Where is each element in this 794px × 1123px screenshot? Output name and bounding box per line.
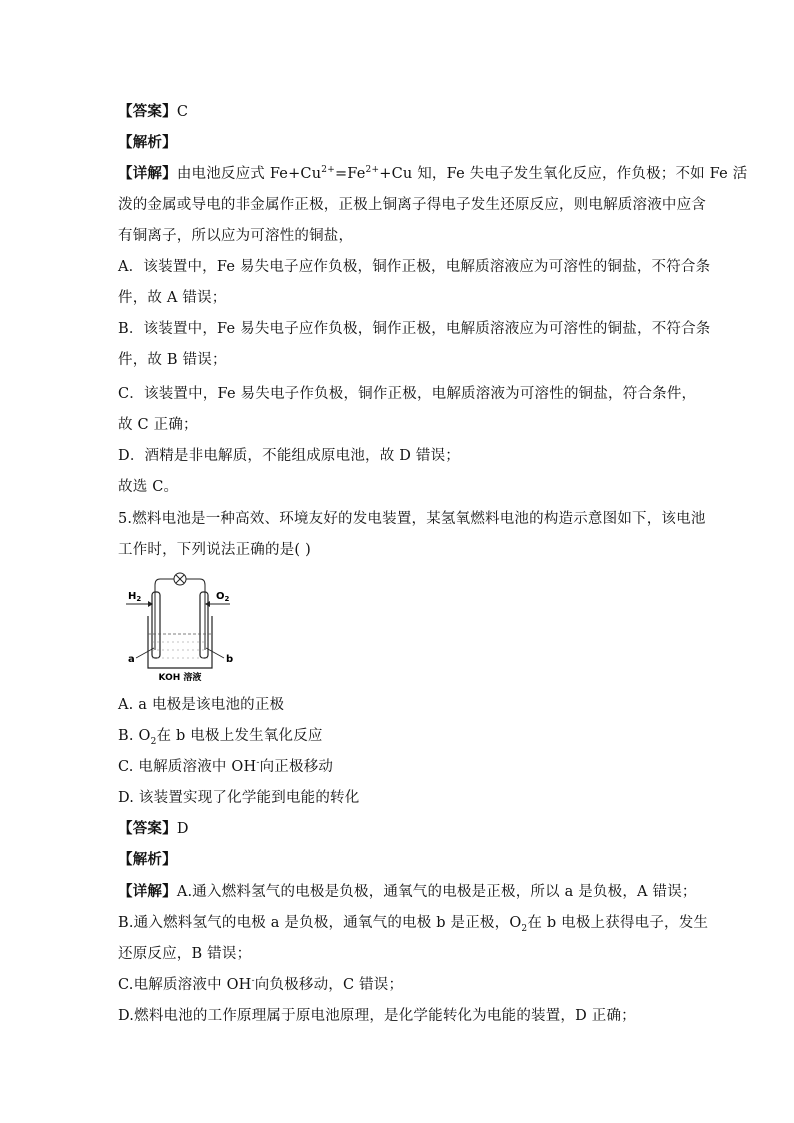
option-b xyxy=(118,726,678,746)
detail-text: A.通入燃料氢气的电极是负极，通氧气的电极是正极，所以 a 是负极，A 错误； xyxy=(176,884,697,900)
detail-text: 在 b 电极上获得电子，发生 xyxy=(527,915,709,931)
option-d-explain: D．酒精是非电解质，不能组成原电池，故 D 错误； xyxy=(118,448,460,464)
analysis-heading-2: 【解析】 xyxy=(118,851,177,868)
option-c-explain-2: 故 C 正确； xyxy=(118,417,198,433)
fuel-cell-diagram xyxy=(122,570,238,682)
detail2-line-2 xyxy=(118,913,709,934)
wire-right xyxy=(186,579,205,650)
option-b-explain-1: B．该装置中，Fe 易失电子应作负极，铜作正极，电解质溶液应为可溶性的铜盐，不符合条 xyxy=(118,321,711,337)
detail2-line-1 xyxy=(118,882,697,902)
answer-line-2 xyxy=(118,819,678,839)
detail2-line-5: D.燃料电池的工作原理属于原电池原理，是化学能转化为电能的装置，D 正确； xyxy=(118,1008,636,1024)
option-b-text: B. O xyxy=(118,728,151,744)
detail-line-2: 泼的金属或导电的非金属作正极，正极上铜离子得电子发生还原反应，则电解质溶液中应含 xyxy=(118,197,706,213)
conclusion-line-1: 故选 C。 xyxy=(118,479,179,495)
option-a: A. a 电极是该电池的正极 xyxy=(118,697,285,713)
option-c xyxy=(118,757,678,777)
subscript: 2 xyxy=(150,736,157,747)
detail-text: B.通入燃料氢气的电极 a 是负极，通氧气的电极 b 是正极，O xyxy=(118,915,522,931)
electrode-b-label: b xyxy=(226,654,234,665)
solution-label: KOH 溶液 xyxy=(158,673,202,682)
option-b-text: 在 b 电极上发生氧化反应 xyxy=(156,728,323,744)
h2-label: $H_2$ xyxy=(128,591,142,603)
answer-value: D xyxy=(176,821,189,837)
pointer-a xyxy=(136,648,154,658)
superscript: - xyxy=(256,758,260,769)
answer-label: 【答案】 xyxy=(118,820,177,837)
charge-superscript: 2+ xyxy=(365,165,380,176)
detail2-line-4 xyxy=(118,975,678,995)
detail-text: C.电解质溶液中 OH xyxy=(118,977,252,993)
option-a-explain-2: 件，故 A 错误； xyxy=(118,290,227,306)
analysis-heading-1: 【解析】 xyxy=(118,134,177,151)
option-c-text: C. 电解质溶液中 OH xyxy=(118,759,257,775)
option-c-explain-1: C．该装置中，Fe 易失电子作负极，铜作正极，电解质溶液为可溶性的铜盐，符合条件， xyxy=(118,386,697,402)
option-d: D. 该装置实现了化学能到电能的转化 xyxy=(118,790,360,806)
wire-left xyxy=(155,579,174,650)
answer-label: 【答案】 xyxy=(118,103,177,120)
detail2-line-3: 还原反应，B 错误； xyxy=(118,946,252,962)
detail-line-1 xyxy=(118,164,748,184)
detail-label: 【详解】 xyxy=(118,883,177,900)
detail-label: 【详解】 xyxy=(118,165,177,182)
fuel-cell-svg xyxy=(122,570,238,682)
detail-text: 由电池反应式 Fe+Cu xyxy=(176,166,322,182)
question-5-line-2: 工作时，下列说法正确的是( ) xyxy=(118,542,311,558)
superscript: - xyxy=(251,976,255,987)
detail-line-3: 有铜离子，所以应为可溶性的铜盐， xyxy=(118,228,354,244)
question-5-line-1: 5.燃料电池是一种高效、环境友好的发电装置，某氢氧燃料电池的构造示意图如下，该电池 xyxy=(118,511,706,527)
detail-text: +Cu 知，Fe 失电子发生氧化反应，作负极；不如 Fe 活 xyxy=(379,166,748,182)
detail-text: 向负极移动，C 错误； xyxy=(254,977,404,993)
option-c-text: 向正极移动 xyxy=(259,759,334,775)
option-a-explain-1: A．该装置中，Fe 易失电子应作负极，铜作正极，电解质溶液应为可溶性的铜盐，不符合条 xyxy=(118,259,711,275)
o2-label: $O_2$ xyxy=(216,591,230,603)
electrode-a-label: a xyxy=(128,654,135,665)
pointer-b xyxy=(206,648,224,658)
subscript: 2 xyxy=(521,923,528,934)
option-b-explain-2: 件，故 B 错误； xyxy=(118,352,227,368)
charge-superscript: 2+ xyxy=(321,165,335,176)
detail-text: =Fe xyxy=(334,166,366,182)
answer-value: C xyxy=(176,104,189,120)
answer-line-1 xyxy=(118,102,678,122)
